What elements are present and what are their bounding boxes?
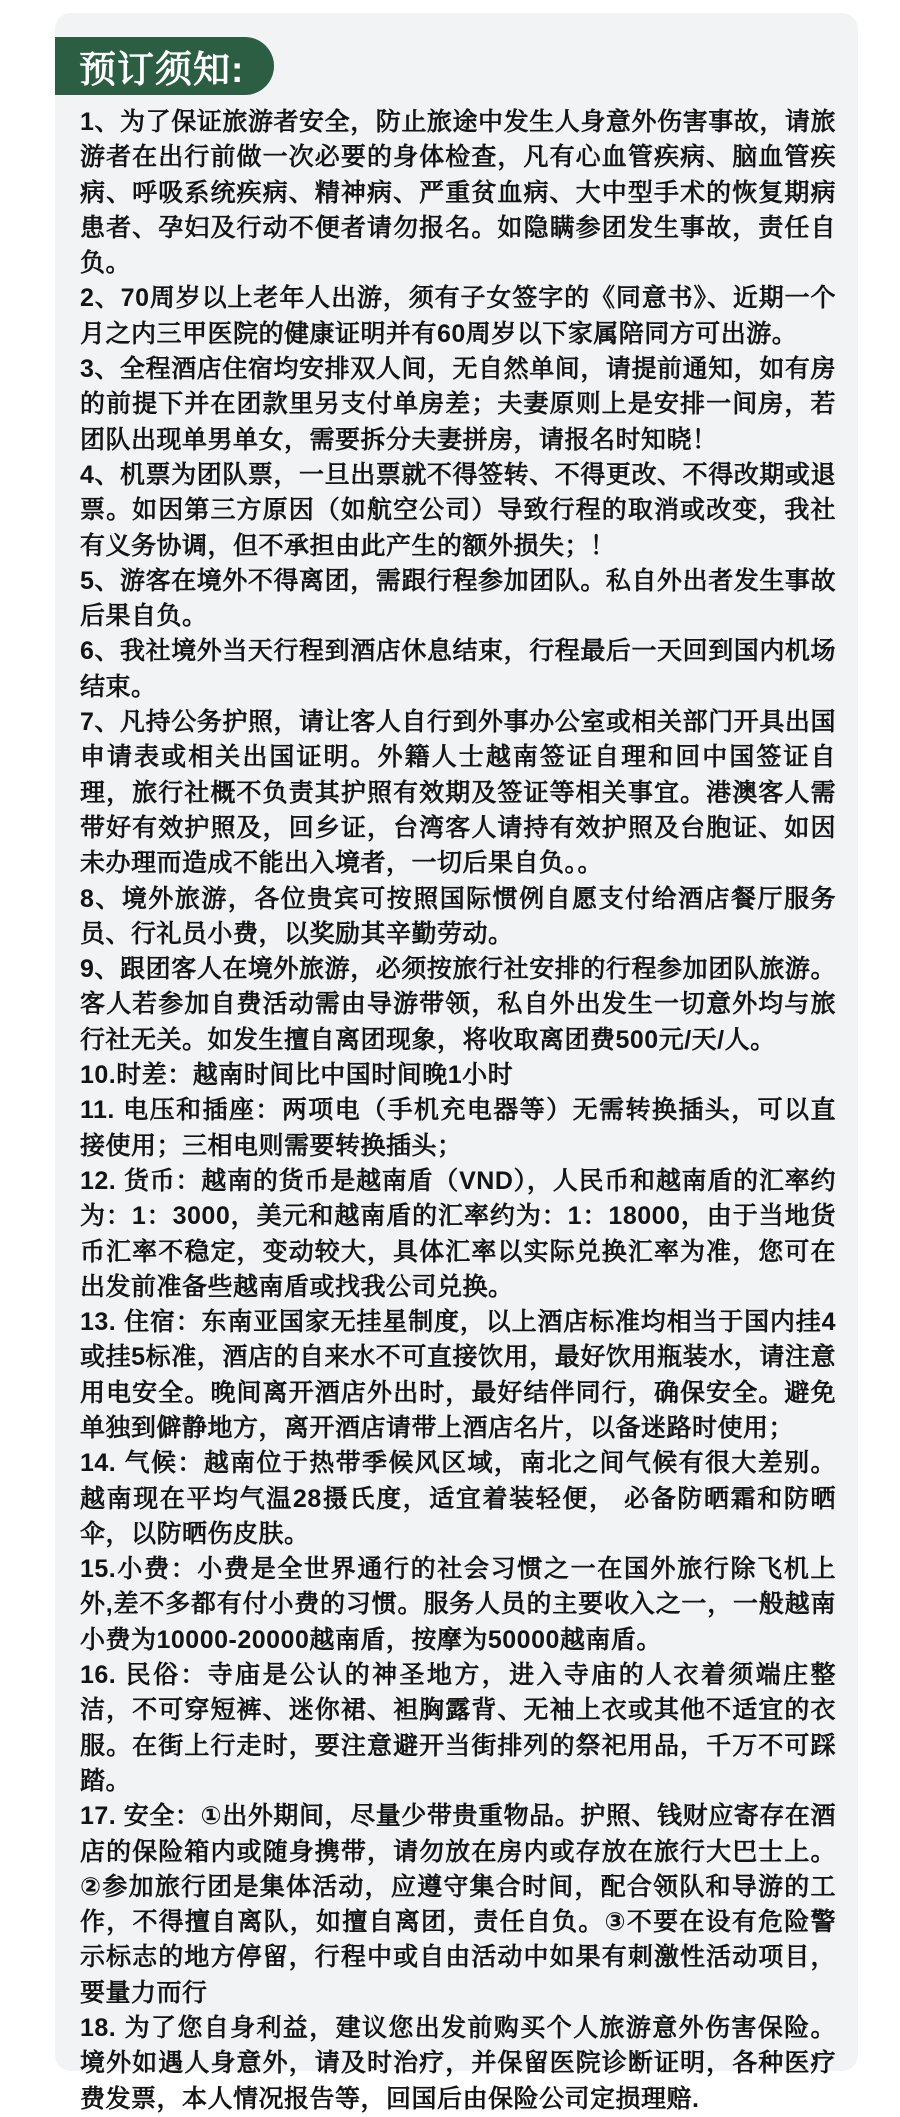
section-title-badge — [55, 37, 274, 95]
notice-item-4: 4、机票为团队票，一旦出票就不得签转、不得更改、不得改期或退票。如因第三方原因（如航空公司）导致行程的取消或改变，我社有义务协调，但不承担由此产生的额外损失；！ — [80, 460, 836, 560]
notice-item-1: 1、为了保证旅游者安全，防止旅途中发生人身意外伤害事故，请旅游者在出行前做一次必要的身体检查，凡有心血管疾病、脑血管疾病、呼吸系统疾病、精神病、严重贫血病、大中型手术的恢复期病患者、孕妇及行动不便者请勿报名。如隐瞒参团发生事故，责任自负。 — [80, 108, 836, 278]
notice-item-10: 10.时差：越南时间比中国时间晚1小时 — [80, 1061, 514, 1090]
notice-item-17: 17. 安全：①出外期间，尽量少带贵重物品。护照、钱财应寄存在酒店的保险箱内或随身携带，请勿放在房内或存放在旅行大巴士上。 ②参加旅行团是集体活动，应遵守集合时间，配合领队和导游的工作，不得擅自离队，如擅自离团，责任自负。③不要在设有危险警示标志的地方停留，行程中或自由活动中如果有刺激性活动项目，要量力而行 — [80, 1802, 836, 2007]
notice-item-18: 18. 为了您自身利益，建议您出发前购买个人旅游意外伤害保险。境外如遇人身意外，请及时治疗，并保留医院诊断证明，各种医疗费发票，本人情况报告等，回国后由保险公司定损理赔. — [80, 2014, 836, 2113]
notice-item-16: 16. 民俗：寺庙是公认的神圣地方，进入寺庙的人衣着须端庄整洁，不可穿短裤、迷你裙、袒胸露背、无袖上衣或其他不适宜的衣服。在街上行走时，要注意避开当街排列的祭祀用品，千万不可踩踏。 — [80, 1661, 836, 1795]
booking-notice-card — [55, 13, 858, 2113]
notice-item-8: 8、境外旅游，各位贵宾可按照国际惯例自愿支付给酒店餐厅服务员、行礼员小费，以奖励其辛勤劳动。 — [80, 884, 836, 948]
notice-item-12: 12. 货币：越南的货币是越南盾（VND），人民币和越南盾的汇率约为：1：3000，美元和越南盾的汇率约为：1：18000，由于当地货币汇率不稳定，变动较大，具体汇率以实际兑换汇率为准，您可在出发前准备些越南盾或找我公司兑换。 — [80, 1166, 836, 1301]
notice-item-6: 6、我社境外当天行程到酒店休息结束，行程最后一天回到国内机场结束。 — [80, 637, 836, 701]
notice-item-11: 11. 电压和插座：两项电（手机充电器等）无需转换插头，可以直接使用；三相电则需要转换插头； — [80, 1096, 836, 1160]
notice-item-3: 3、全程酒店住宿均安排双人间，无自然单间，请提前通知，如有房的前提下并在团款里另支付单房差；夫妻原则上是安排一间房，若团队出现单男单女，需要拆分夫妻拼房，请报名时知晓！ — [80, 355, 836, 454]
notice-item-14: 14. 气候：越南位于热带季候风区域，南北之间气候有很大差别。越南现在平均气温28摄氏度，适宜着装轻便， 必备防晒霜和防晒伞，以防晒伤皮肤。 — [80, 1449, 836, 1548]
notice-item-7: 7、凡持公务护照，请让客人自行到外事办公室或相关部门开具出国申请表或相关出国证明。外籍人士越南签证自理和回中国签证自理，旅行社概不负责其护照有效期及签证等相关事宜。港澳客人需带好有效护照及，回乡证，台湾客人请持有效护照及台胞证、如因未办理而造成不能出入境者，一切后果自负。。 — [80, 708, 836, 878]
notice-item-9: 9、跟团客人在境外旅游，必须按旅行社安排的行程参加团队旅游。客人若参加自费活动需由导游带领，私自外出发生一切意外均与旅行社无关。如发生擅自离团现象，将收取离团费500元/天/人。 — [80, 955, 836, 1054]
notice-item-15: 15.小费：小费是全世界通行的社会习惯之一在国外旅行除飞机上外,差不多都有付小费的习惯。服务人员的主要收入之一，一般越南小费为10000-20000越南盾，按摩为50000越南盾。 — [80, 1555, 836, 1654]
notice-item-2: 2、70周岁以上老年人出游，须有子女签字的《同意书》、近期一个月之内三甲医院的健康证明并有60周岁以下家属陪同方可出游。 — [80, 284, 836, 348]
notice-item-13: 13. 住宿：东南亚国家无挂星制度，以上酒店标准均相当于国内挂4或挂5标准，酒店的自来水不可直接饮用，最好饮用瓶装水，请注意用电安全。晚间离开酒店外出时，最好结伴同行，确保安全。避免单独到僻静地方，离开酒店请带上酒店名片，以备迷路时使用； — [80, 1308, 836, 1442]
notice-list — [80, 105, 836, 2117]
notice-item-5: 5、游客在境外不得离团，需跟行程参加团队。私自外出者发生事故后果自负。 — [80, 566, 836, 631]
section-title: 预订须知: — [79, 49, 245, 90]
